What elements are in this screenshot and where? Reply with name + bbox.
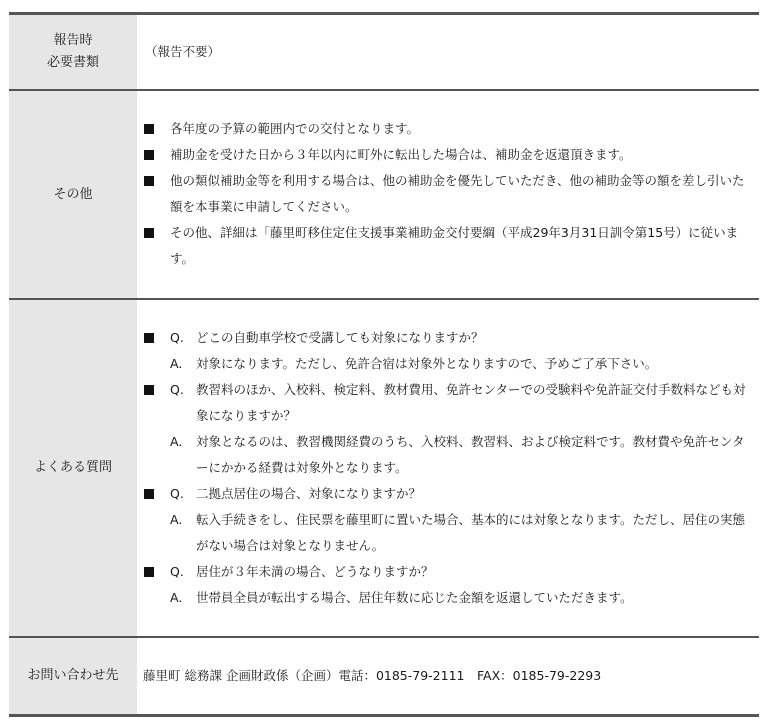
faq-question: Q. 二拠点居住の場合、対象になりますか？ (144, 481, 749, 507)
report-header-line1: 報告時 (53, 33, 93, 48)
row-header-faq (9, 300, 137, 636)
answer-marker: A. (170, 512, 183, 527)
list-item: 補助金を受けた日から３年以内に町外に転出した場合は、補助金を返還頂きます。 (144, 142, 745, 168)
square-bullet-icon (144, 567, 154, 577)
contact-header: お問い合わせ先 (27, 668, 119, 683)
row-body-report (137, 15, 759, 89)
report-text: （報告不要） (145, 44, 221, 59)
report-header-line2: 必要書類 (46, 55, 99, 70)
square-bullet-icon (144, 489, 154, 499)
list-item: その他、詳細は「藤里町移住定住支援事業補助金交付要綱（平成29年3月31日訓令第15号）に従います。 (144, 220, 745, 272)
row-faq (9, 300, 759, 636)
row-header-other (9, 91, 137, 298)
square-bullet-icon (144, 385, 154, 395)
row-body-faq (137, 300, 759, 636)
answer-marker: A. (170, 590, 183, 605)
list-item: 他の類似補助金等を利用する場合は、他の補助金を優先していただき、他の補助金等の額を差し引いた額を本事業に申請してください。 (144, 168, 745, 220)
faq-question: Q. 居住が３年未満の場合、どうなりますか？ (144, 559, 749, 585)
row-body-other (137, 91, 759, 298)
list-item: 各年度の予算の範囲内での交付となります。 (144, 116, 745, 142)
question-marker: Q. (170, 564, 184, 579)
faq-answer: A. 転入手続きをし、住民票を藤里町に置いた場合、基本的には対象となります。ただし、居住の実態がない場合は対象となりません。 (144, 507, 749, 559)
row-other (9, 91, 759, 298)
faq-question: Q. どこの自動車学校で受講しても対象になりますか？ (144, 325, 749, 351)
square-bullet-icon (144, 176, 154, 186)
answer-marker: A. (170, 356, 183, 371)
faq-answer: A. 対象となるのは、教習機関経費のうち、入校料、教習料、および検定料です。教材費や免許センターにかかる経費は対象外となります。 (144, 429, 749, 481)
faq-header: よくある質問 (33, 460, 112, 475)
faq-answer: A. 世帯員全員が転出する場合、居住年数に応じた金額を返還していただきます。 (144, 585, 749, 611)
row-header-report (9, 15, 137, 89)
faq-question: Q. 教習料のほか、入校料、検定料、教材費用、免許センターでの受験料や免許証交付手数料なども対象になりますか？ (144, 377, 749, 429)
row-report-documents (9, 15, 759, 89)
square-bullet-icon (144, 124, 154, 134)
square-bullet-icon (144, 150, 154, 160)
row-body-contact (137, 638, 759, 714)
faq-answer: A. 対象になります。ただし、免許合宿は対象外となりますので、予めご了承下さい。 (144, 351, 749, 377)
square-bullet-icon (144, 228, 154, 238)
square-bullet-icon (144, 333, 154, 343)
question-marker: Q. (170, 330, 184, 345)
row-contact (9, 638, 759, 714)
row-header-contact (9, 638, 137, 714)
answer-marker: A. (170, 434, 183, 449)
table-bottom-rule (9, 714, 759, 717)
other-header: その他 (53, 186, 93, 202)
question-marker: Q. (170, 382, 184, 397)
question-marker: Q. (170, 486, 184, 501)
contact-text: 藤里町 総務課 企画財政係（企画）電話：0185-79-2111 FAX：0185-79-2293 (143, 668, 602, 683)
